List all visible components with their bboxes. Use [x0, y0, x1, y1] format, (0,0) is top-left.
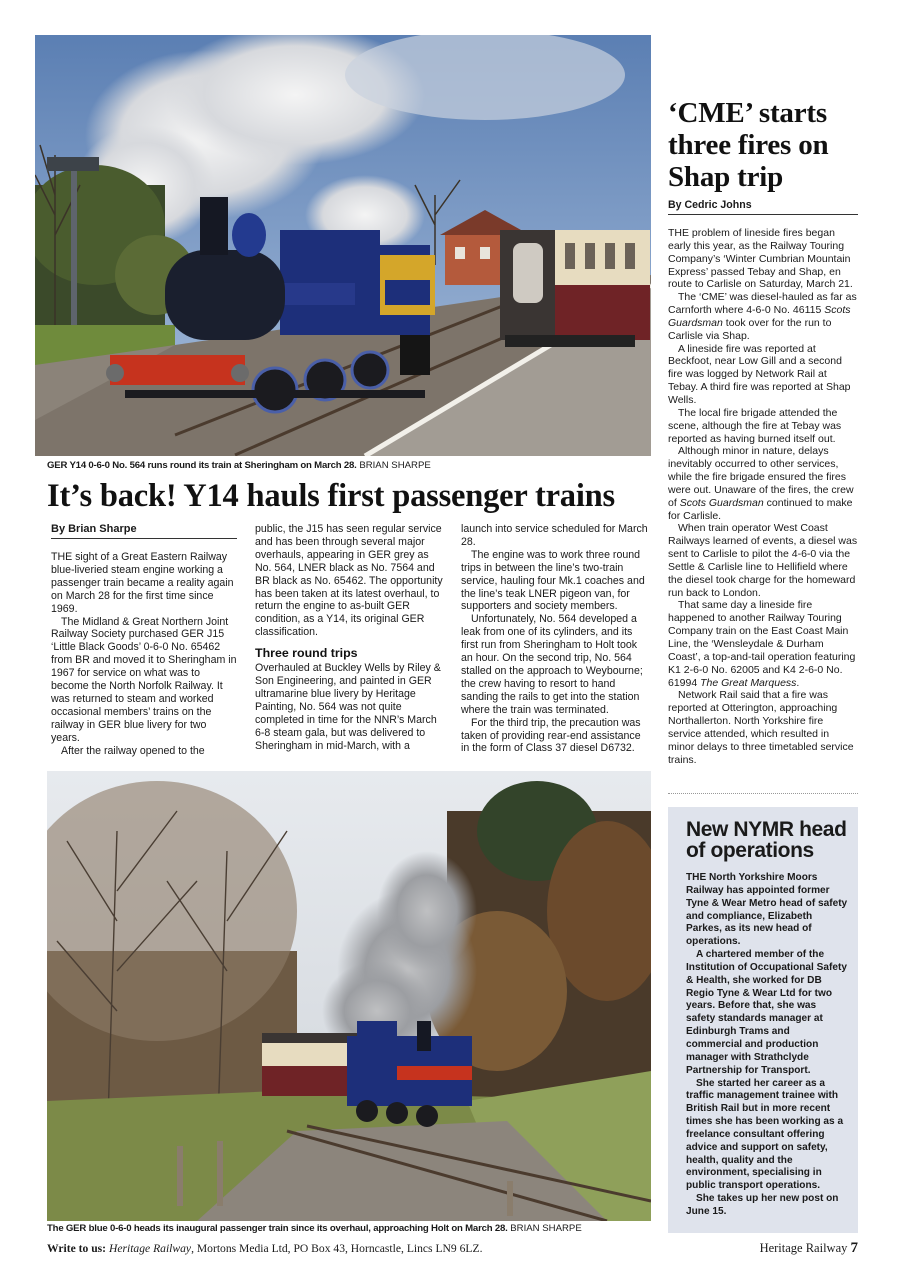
nymr-news-box	[668, 807, 858, 1233]
side-paragraph: When train operator West Coast Railways learned of events, a diesel was sent to Carlisle to pilot the 4-6-0 via the Settle & Carlisle line to Hellifield where the diesel took charge for the homeward run back to London.	[668, 522, 858, 599]
side-paragraph	[668, 599, 858, 689]
side-italic-loco-name: Scots Guardsman	[679, 496, 764, 509]
footer-magazine-name: Heritage Railway	[108, 1242, 192, 1255]
side-story-body	[668, 227, 858, 766]
side-text: Although minor in nature, delays inevitably occurred to other services, while the fire brigade ensured the fires were out. Unaware of the fires, the crew of	[668, 445, 854, 509]
side-paragraph	[668, 291, 858, 342]
main-story-column-3	[461, 523, 649, 755]
main-paragraph: After the railway opened to the	[61, 744, 205, 757]
holt-photo-illustration	[47, 771, 651, 1221]
sheringham-photo-illustration	[35, 35, 651, 456]
main-paragraph: public, the J15 has seen regular service and has been through several major overhauls, appearing in GER grey as No. 564, LNER black as No. 7564 and BR black as No. 65462. The opportunity has been taken at its latest overhaul, to return the engine to as-built GER condition, as a Y14, its original GER classification.	[255, 523, 443, 639]
side-text: That same day a lineside fire happened to another Railway Touring Company train on the East Coast Main Line, the ‘Wensleydale & Durham Coast’, a top-and-tail operation featuring K1 2-6-0 No. 62005 and K4 2-6-0 No. 61994	[668, 599, 856, 689]
side-text: continued to make for Carlisle.	[668, 496, 853, 522]
main-story-column-2	[255, 523, 443, 753]
side-paragraph: A lineside fire was reported at Beckfoot, near Low Gill and a second fire was logged by Network Rail at Tebay. A third fire was reported at Shap Wells.	[668, 342, 851, 406]
footer-address: , Mortons Media Ltd, PO Box 43, Horncastle, Lincs LN9 6LZ.	[191, 1242, 483, 1255]
footer-contact	[47, 1242, 482, 1255]
photo1-credit: BRIAN SHARPE	[359, 460, 431, 471]
side-byline: By Cedric Johns	[668, 199, 858, 215]
box-paragraph: She takes up her new post on June 15.	[686, 1193, 839, 1217]
box-paragraph: THE North Yorkshire Moors Railway has appointed former Tyne & Wear Metro head of safety and compliance, Elizabeth Parkes, as its new head of operations.	[686, 872, 848, 948]
footer-folio	[760, 1240, 858, 1257]
subheading-three-round-trips: Three round trips	[255, 646, 358, 661]
side-italic-loco-name: The Great Marquess	[700, 676, 797, 689]
photo1-caption-text: GER Y14 0-6-0 No. 564 runs round its train at Sheringham on March 28.	[47, 460, 357, 471]
side-paragraph: Network Rail said that a fire was reported at Otterington, approaching Northallerton. North Yorkshire fire service attended, which resulted in minor delays to three timetabled service trains.	[668, 689, 854, 766]
box-paragraph: She started her career as a traffic management trainee with British Rail but in more recent times she has been working as a freelance consultant offering advice and support on safety, health, quality and the environment, specialising in public transport operations.	[686, 1077, 844, 1192]
side-paragraph: The local fire brigade attended the scene, although the fire at Tebay was reported as having burned itself out.	[668, 406, 842, 445]
photo1-caption	[47, 460, 431, 472]
photo2-caption-text: The GER blue 0-6-0 heads its inaugural passenger train since its overhaul, approaching Holt on March 28.	[47, 1223, 508, 1234]
photo-sheringham-station	[35, 35, 651, 456]
footer-page-title: Heritage Railway	[759, 1241, 848, 1255]
box-paragraph: A chartered member of the Institution of Occupational Safety & Health, she worked for DB Regio Tyne & Wear Ltd for two years. Before that, she was safety standards manager at Edinburgh Trams and commercial and production manager with Strathclyde Partnership for Transport.	[686, 949, 847, 1076]
main-byline: By Brian Sharpe	[51, 523, 237, 539]
side-story-cme-fires	[668, 97, 858, 766]
main-story-column-1	[51, 523, 237, 758]
side-text: took over for the run to Carlisle via Shap.	[668, 316, 832, 342]
side-divider	[668, 793, 858, 794]
side-text: The ‘CME’ was diesel-hauled as far as Carnforth where 4-6-0 No. 46115	[668, 291, 857, 317]
main-paragraph: THE sight of a Great Eastern Railway blue-liveried steam engine working a passenger train became a reality again on March 28 for the first time since 1969.	[51, 551, 234, 615]
main-paragraph: The engine was to work three round trips in between the line’s two-train service, hauling four Mk.1 coaches and the line’s teak LNER pigeon van, for supporters and society members.	[461, 548, 645, 613]
main-paragraph: The Midland & Great Northern Joint Railway Society purchased GER J15 ‘Little Black Goods’ 0-6-0 No. 65462 from BR and moved it to Sheringham in 1967 for service on what was to become the North Norfolk Railway. It was returned to steam and worked occasional members’ trains on the railway in GER blue livery for two years.	[51, 615, 237, 744]
main-paragraph: Unfortunately, No. 564 developed a leak from one of its cylinders, and its first run from Sheringham to Holt took an hour. On the second trip, No. 564 stalled on the approach to Weybourne; the crew having to resort to hand sanding the rails to get into the station where the train was terminated.	[461, 613, 643, 716]
side-italic-loco-name: Scots Guardsman	[668, 304, 851, 329]
page-number: 7	[850, 1240, 858, 1256]
side-text: .	[796, 676, 800, 689]
main-paragraph: For the third trip, the precaution was taken of providing rear-end assistance in the form of Class 37 diesel D6732.	[461, 716, 641, 755]
side-paragraph: THE problem of lineside fires began early this year, as the Railway Touring Company’s ‘Winter Cumbrian Mountain Express’ passed Tebay and Shap, en route to Carlisle on Saturday, March 21.	[668, 227, 853, 291]
main-headline: It’s back! Y14 hauls first passenger trains	[47, 478, 616, 514]
box-body	[686, 872, 848, 1219]
side-headline: ‘CME’ starts three fires on Shap trip	[668, 97, 829, 193]
main-paragraph: launch into service scheduled for March 28.	[461, 523, 648, 548]
photo2-caption	[47, 1223, 582, 1235]
photo2-credit: BRIAN SHARPE	[510, 1223, 582, 1234]
footer-write-label: Write to us:	[47, 1242, 107, 1255]
box-headline: New NYMR head of operations	[686, 818, 847, 862]
photo-approaching-holt	[47, 771, 651, 1221]
side-paragraph	[668, 445, 858, 522]
main-paragraph: Overhauled at Buckley Wells by Riley & Son Engineering, and painted in GER ultramarine blue livery by Heritage Painting, No. 564 was not quite completed in time for the NNR’s March 6-8 steam gala, but was delivered to Sheringham in mid-March, with a	[255, 662, 441, 752]
